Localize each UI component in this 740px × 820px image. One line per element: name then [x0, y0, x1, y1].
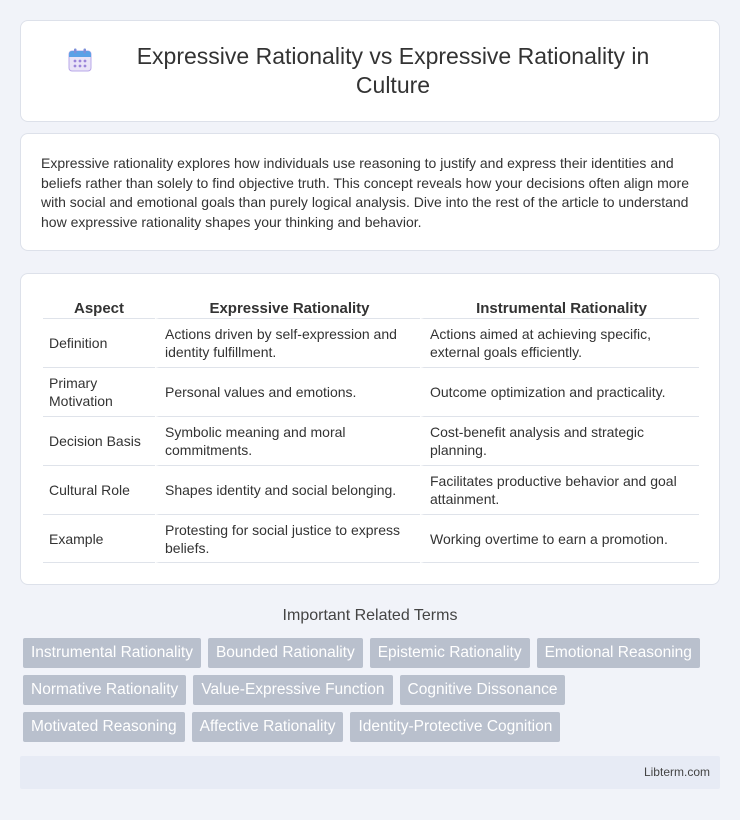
table-header-row — [43, 296, 699, 318]
table-cell: Primary Motivation — [43, 367, 155, 416]
table-cell: Outcome optimization and practicality. — [420, 367, 699, 416]
table-cell: Decision Basis — [43, 416, 155, 465]
column-header-aspect: Aspect — [73, 300, 125, 317]
table-row — [43, 514, 699, 563]
table-row — [43, 465, 699, 514]
related-term-tag[interactable]: Motivated Reasoning — [23, 712, 185, 742]
table-row — [43, 318, 699, 367]
column-header-instrumental: Instrumental Rationality — [420, 296, 699, 318]
comparison-table-card — [20, 273, 720, 585]
footer — [20, 756, 720, 789]
related-term-tag[interactable]: Cognitive Dissonance — [400, 675, 566, 705]
related-term-tag[interactable]: Emotional Reasoning — [537, 638, 700, 668]
table-row — [43, 367, 699, 416]
table-cell: Shapes identity and social belonging. — [155, 465, 420, 514]
intro-paragraph: Expressive rationality explores how individuals use reasoning to justify and express their identities and beliefs rather than solely to find objective truth. This concept reveals how your decisions often align more with social and emotional goals than purely logical analysis. Dive into the rest of the article to understand how expressive rationality shapes your thinking and behavior. — [41, 155, 689, 230]
footer-site-link[interactable]: Libterm.com — [643, 765, 710, 779]
table-row — [43, 416, 699, 465]
table-cell: Actions aimed at achieving specific, external goals efficiently. — [420, 318, 699, 367]
table-cell: Cultural Role — [43, 465, 155, 514]
table-cell: Symbolic meaning and moral commitments. — [155, 416, 420, 465]
related-term-tag[interactable]: Normative Rationality — [23, 675, 186, 705]
title-wrap — [50, 42, 690, 100]
table-cell: Facilitates productive behavior and goal attainment. — [420, 465, 699, 514]
calendar-icon — [67, 47, 93, 73]
table-cell: Cost-benefit analysis and strategic planning. — [420, 416, 699, 465]
header-card — [20, 20, 720, 122]
related-term-tag[interactable]: Identity-Protective Cognition — [350, 712, 560, 742]
table-cell: Definition — [43, 318, 155, 367]
page-title: Expressive Rationality vs Expressive Rationality in Culture — [136, 43, 650, 98]
tag-row — [23, 675, 723, 705]
related-term-tag[interactable]: Value-Expressive Function — [193, 675, 392, 705]
related-term-tag[interactable]: Bounded Rationality — [208, 638, 363, 668]
table-cell: Example — [43, 514, 155, 563]
table-cell: Protesting for social justice to express beliefs. — [155, 514, 420, 563]
related-term-tag[interactable]: Affective Rationality — [192, 712, 344, 742]
related-term-tag[interactable]: Instrumental Rationality — [23, 638, 201, 668]
intro-card — [20, 133, 720, 251]
tag-row — [23, 712, 723, 742]
table-cell: Personal values and emotions. — [155, 367, 420, 416]
table-cell: Actions driven by self-expression and identity fulfillment. — [155, 318, 420, 367]
column-header-expressive: Expressive Rationality — [155, 296, 420, 318]
related-terms-list — [23, 638, 723, 749]
related-terms-title: Important Related Terms — [282, 607, 458, 624]
table-cell: Working overtime to earn a promotion. — [420, 514, 699, 563]
comparison-table — [43, 296, 699, 563]
tag-row — [23, 638, 723, 668]
related-term-tag[interactable]: Epistemic Rationality — [370, 638, 530, 668]
